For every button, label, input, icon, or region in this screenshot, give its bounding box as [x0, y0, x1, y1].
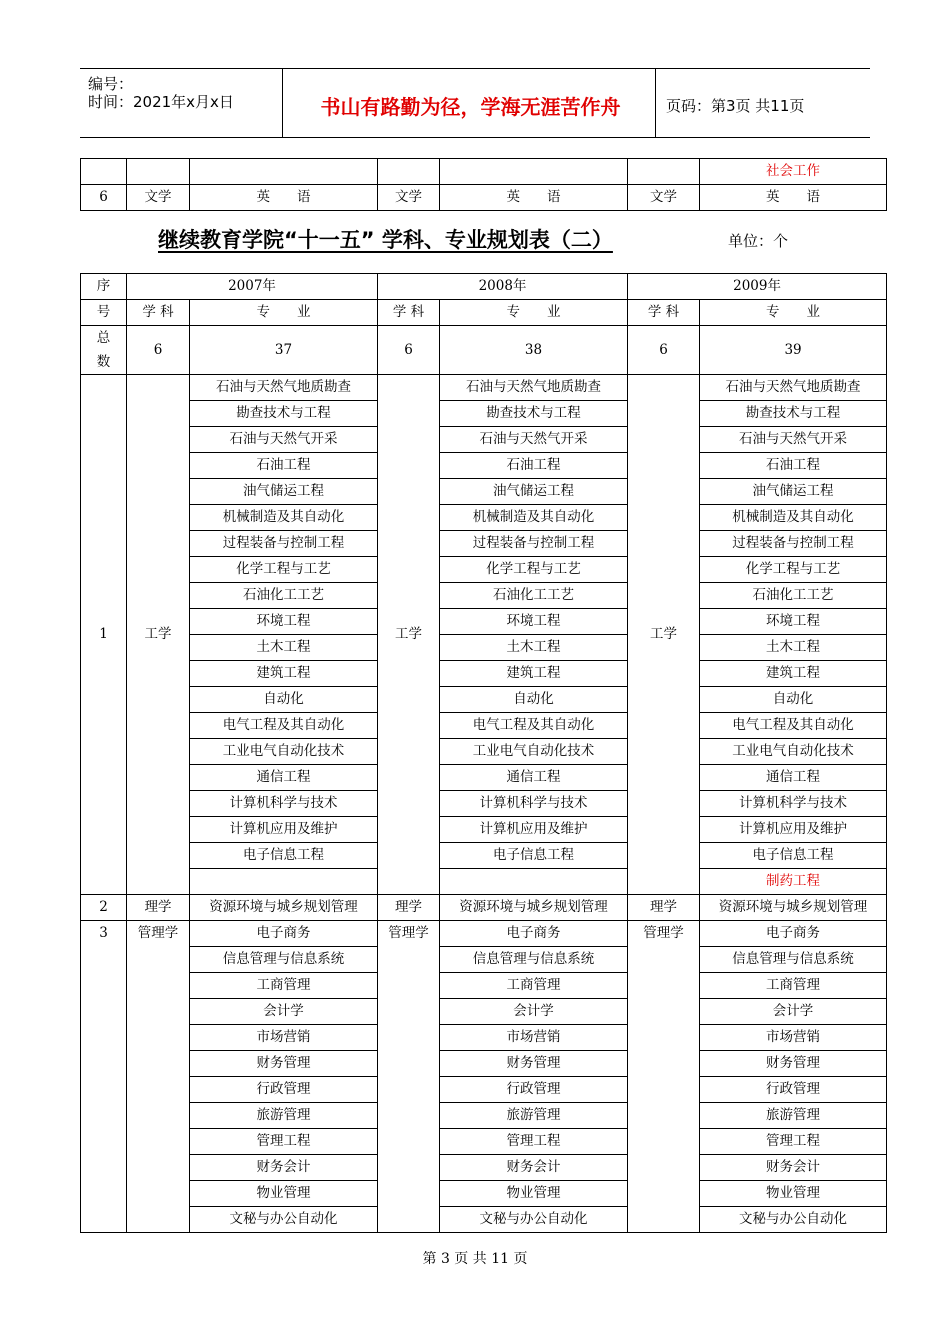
motto: 书山有路勤为径，学海无涯苦作舟	[320, 95, 621, 119]
table-row	[81, 1155, 887, 1181]
table-row	[81, 921, 887, 947]
major-cell: 制药工程	[700, 869, 887, 895]
major-cell: 工业电气自动化技术	[700, 739, 887, 765]
major-cell: 过程装备与控制工程	[700, 531, 887, 557]
major-cell: 过程装备与控制工程	[440, 531, 628, 557]
major-cell: 信息管理与信息系统	[440, 947, 628, 973]
total-value: 38	[440, 326, 628, 375]
major-cell: 石油与天然气开采	[190, 427, 378, 453]
table-row	[81, 895, 887, 921]
major-cell: 计算机应用及维护	[190, 817, 378, 843]
major-head: 专 业	[700, 300, 887, 326]
totals-label-top: 总	[96, 330, 111, 346]
major-head: 专 业	[190, 300, 378, 326]
major-cell: 石油与天然气开采	[700, 427, 887, 453]
table-row	[81, 1025, 887, 1051]
cell	[127, 159, 190, 185]
major-cell: 计算机科学与技术	[440, 791, 628, 817]
page-header	[80, 68, 870, 138]
major-cell: 勘查技术与工程	[190, 401, 378, 427]
major-cell: 财务管理	[190, 1051, 378, 1077]
seq-head: 号	[81, 300, 127, 326]
major-cell: 文秘与办公自动化	[190, 1207, 378, 1233]
major-cell: 自动化	[190, 687, 378, 713]
major-cell: 石油与天然气地质勘查	[700, 375, 887, 401]
major-cell: 机械制造及其自动化	[440, 505, 628, 531]
cell: 英 语	[440, 185, 628, 211]
major-cell: 工业电气自动化技术	[190, 739, 378, 765]
major-cell: 计算机科学与技术	[700, 791, 887, 817]
major-cell	[190, 869, 378, 895]
cell: 6	[81, 185, 127, 211]
subject-head: 学 科	[378, 300, 440, 326]
cell	[378, 159, 440, 185]
major-cell: 计算机科学与技术	[190, 791, 378, 817]
cell: 文学	[628, 185, 700, 211]
year-head-2009: 2009年	[628, 274, 887, 300]
major-cell: 电子商务	[700, 921, 887, 947]
major-cell: 电气工程及其自动化	[700, 713, 887, 739]
major-cell: 环境工程	[190, 609, 378, 635]
table-row	[81, 1103, 887, 1129]
total-value: 37	[190, 326, 378, 375]
major-cell: 石油工程	[190, 453, 378, 479]
cell: 文学	[378, 185, 440, 211]
table-row	[81, 1129, 887, 1155]
seq-cell: 3	[81, 921, 127, 1233]
major-cell: 信息管理与信息系统	[190, 947, 378, 973]
major-cell: 物业管理	[190, 1181, 378, 1207]
major-cell: 电子信息工程	[190, 843, 378, 869]
cell: 英 语	[700, 185, 887, 211]
cell	[81, 159, 127, 185]
major-cell: 财务会计	[700, 1155, 887, 1181]
table-row	[81, 427, 887, 453]
table-row	[81, 947, 887, 973]
major-cell: 信息管理与信息系统	[700, 947, 887, 973]
table-row	[81, 583, 887, 609]
major-cell: 资源环境与城乡规划管理	[700, 895, 887, 921]
table-row	[81, 661, 887, 687]
unit-label: 单位：个	[728, 232, 789, 250]
major-cell: 管理工程	[190, 1129, 378, 1155]
major-cell: 自动化	[440, 687, 628, 713]
major-cell: 财务会计	[190, 1155, 378, 1181]
major-cell: 管理工程	[440, 1129, 628, 1155]
major-cell: 石油化工工艺	[440, 583, 628, 609]
major-cell: 通信工程	[440, 765, 628, 791]
table-row	[81, 635, 887, 661]
table-header-row	[81, 300, 887, 326]
major-cell: 化学工程与工艺	[440, 557, 628, 583]
table-row	[81, 843, 887, 869]
table-row	[81, 557, 887, 583]
total-value: 39	[700, 326, 887, 375]
subject-cell: 理学	[628, 895, 700, 921]
major-cell: 财务管理	[440, 1051, 628, 1077]
table-row	[81, 791, 887, 817]
major-cell: 电气工程及其自动化	[440, 713, 628, 739]
total-value: 6	[628, 326, 700, 375]
major-cell: 电气工程及其自动化	[190, 713, 378, 739]
table-row	[81, 1207, 887, 1233]
major-cell: 旅游管理	[700, 1103, 887, 1129]
subject-cell: 理学	[127, 895, 190, 921]
table-row	[81, 765, 887, 791]
subject-cell: 工学	[628, 375, 700, 895]
major-cell: 机械制造及其自动化	[700, 505, 887, 531]
subject-cell: 工学	[378, 375, 440, 895]
major-cell: 旅游管理	[190, 1103, 378, 1129]
major-cell: 化学工程与工艺	[700, 557, 887, 583]
major-cell: 建筑工程	[190, 661, 378, 687]
table-row	[81, 999, 887, 1025]
table-row	[81, 739, 887, 765]
major-cell: 行政管理	[440, 1077, 628, 1103]
table-header-row	[81, 274, 887, 300]
major-cell	[440, 869, 628, 895]
major-cell: 油气储运工程	[700, 479, 887, 505]
table-row	[81, 401, 887, 427]
major-cell: 管理工程	[700, 1129, 887, 1155]
major-cell: 行政管理	[700, 1077, 887, 1103]
header-divider	[282, 69, 283, 137]
major-cell: 化学工程与工艺	[190, 557, 378, 583]
major-cell: 土木工程	[440, 635, 628, 661]
number-label: 编号：	[88, 75, 134, 93]
cell: 英 语	[190, 185, 378, 211]
major-cell: 石油工程	[440, 453, 628, 479]
page-footer: 第 3 页 共 11 页	[422, 1251, 528, 1267]
cell	[440, 159, 628, 185]
subject-cell: 管理学	[127, 921, 190, 1233]
table-row	[81, 531, 887, 557]
major-cell: 文秘与办公自动化	[700, 1207, 887, 1233]
seq-cell: 1	[81, 375, 127, 895]
major-cell: 旅游管理	[440, 1103, 628, 1129]
major-cell: 石油化工工艺	[700, 583, 887, 609]
table-row	[81, 817, 887, 843]
seq-cell: 2	[81, 895, 127, 921]
major-cell: 市场营销	[700, 1025, 887, 1051]
major-cell: 财务管理	[700, 1051, 887, 1077]
totals-label	[81, 326, 127, 375]
major-cell: 会计学	[700, 999, 887, 1025]
year-head-2007: 2007年	[127, 274, 378, 300]
major-cell: 过程装备与控制工程	[190, 531, 378, 557]
major-cell: 物业管理	[440, 1181, 628, 1207]
major-cell: 文秘与办公自动化	[440, 1207, 628, 1233]
major-cell: 市场营销	[190, 1025, 378, 1051]
major-cell: 通信工程	[700, 765, 887, 791]
time-label: 时间：2021年x月x日	[88, 93, 234, 111]
major-cell: 土木工程	[700, 635, 887, 661]
major-cell: 工商管理	[190, 973, 378, 999]
major-cell: 工商管理	[440, 973, 628, 999]
major-cell: 环境工程	[700, 609, 887, 635]
major-cell: 石油化工工艺	[190, 583, 378, 609]
table-row	[81, 185, 887, 211]
cell: 社会工作	[700, 159, 887, 185]
table-row	[81, 713, 887, 739]
totals-row	[81, 326, 887, 375]
major-cell: 通信工程	[190, 765, 378, 791]
major-cell: 电子商务	[440, 921, 628, 947]
major-cell: 行政管理	[190, 1077, 378, 1103]
major-cell: 石油与天然气开采	[440, 427, 628, 453]
total-value: 6	[378, 326, 440, 375]
subject-cell: 工学	[127, 375, 190, 895]
major-cell: 土木工程	[190, 635, 378, 661]
table-row	[81, 453, 887, 479]
major-cell: 石油与天然气地质勘查	[440, 375, 628, 401]
major-cell: 建筑工程	[440, 661, 628, 687]
cell	[190, 159, 378, 185]
major-cell: 市场营销	[440, 1025, 628, 1051]
page-label: 页码：第3页 共11页	[666, 97, 805, 115]
major-cell: 石油工程	[700, 453, 887, 479]
cell	[628, 159, 700, 185]
major-cell: 勘查技术与工程	[700, 401, 887, 427]
major-cell: 油气储运工程	[190, 479, 378, 505]
major-cell: 会计学	[440, 999, 628, 1025]
table-row	[81, 869, 887, 895]
major-cell: 物业管理	[700, 1181, 887, 1207]
major-cell: 资源环境与城乡规划管理	[190, 895, 378, 921]
major-cell: 电子商务	[190, 921, 378, 947]
major-cell: 会计学	[190, 999, 378, 1025]
subject-cell: 理学	[378, 895, 440, 921]
plan-table	[80, 273, 887, 1233]
major-cell: 建筑工程	[700, 661, 887, 687]
subject-head: 学 科	[628, 300, 700, 326]
major-cell: 工业电气自动化技术	[440, 739, 628, 765]
table-row	[81, 375, 887, 401]
major-head: 专 业	[440, 300, 628, 326]
major-cell: 自动化	[700, 687, 887, 713]
table-row	[81, 505, 887, 531]
major-cell: 石油与天然气地质勘查	[190, 375, 378, 401]
major-cell: 财务会计	[440, 1155, 628, 1181]
major-cell: 计算机应用及维护	[440, 817, 628, 843]
page-title: 继续教育学院“十一五” 学科、专业规划表（二）	[158, 228, 613, 252]
subject-head: 学 科	[127, 300, 190, 326]
year-head-2008: 2008年	[378, 274, 628, 300]
table-row	[81, 1181, 887, 1207]
major-cell: 电子信息工程	[440, 843, 628, 869]
totals-label-bottom: 数	[96, 354, 111, 370]
table-row	[81, 609, 887, 635]
table-row	[81, 687, 887, 713]
major-cell: 勘查技术与工程	[440, 401, 628, 427]
table-row	[81, 479, 887, 505]
table-row	[81, 973, 887, 999]
seq-head: 序	[81, 274, 127, 300]
table-row	[81, 1077, 887, 1103]
major-cell: 机械制造及其自动化	[190, 505, 378, 531]
major-cell: 油气储运工程	[440, 479, 628, 505]
subject-cell: 管理学	[628, 921, 700, 1233]
continuation-table	[80, 158, 887, 211]
major-cell: 工商管理	[700, 973, 887, 999]
subject-cell: 管理学	[378, 921, 440, 1233]
major-cell: 资源环境与城乡规划管理	[440, 895, 628, 921]
major-cell: 环境工程	[440, 609, 628, 635]
table-row	[81, 1051, 887, 1077]
table-row	[81, 159, 887, 185]
major-cell: 计算机应用及维护	[700, 817, 887, 843]
major-cell: 电子信息工程	[700, 843, 887, 869]
cell: 文学	[127, 185, 190, 211]
total-value: 6	[127, 326, 190, 375]
